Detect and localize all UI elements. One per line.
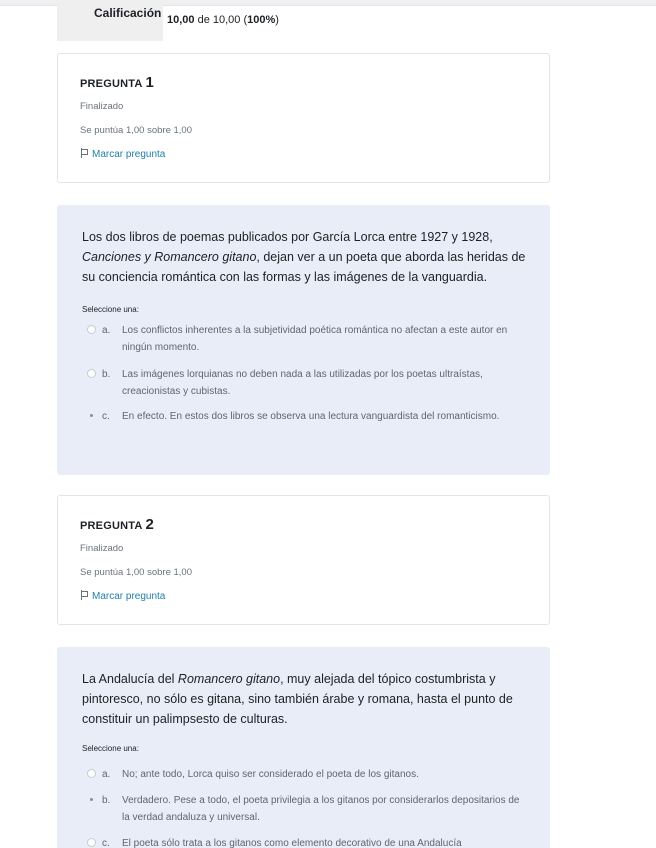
answer-text: El poeta sólo trata a los gitanos como elemento decorativo de una Andalucía [122, 838, 462, 848]
grade-mid: de 10,00 ( [194, 14, 248, 26]
answer-letter: a. [102, 325, 111, 336]
question-text-after: , dejan ver a un poeta que aborda las heridas de su conciencia romántica con las formas y las imágenes de la vanguardia. [82, 250, 526, 284]
radio-button-selected[interactable] [87, 795, 96, 804]
grade-summary-row [57, 0, 550, 41]
answer-letter: b. [102, 795, 111, 806]
answer-option-c[interactable] [87, 408, 527, 425]
question-text [82, 227, 532, 287]
answer-text: Los conflictos inherentes a la subjetividad poética romántica no afectan a este autor en ningún momento. [122, 325, 508, 353]
question-title-label: PREGUNTA [80, 78, 143, 90]
flag-question-label: Marcar pregunta [92, 591, 166, 602]
grade-end: ) [275, 14, 279, 26]
answer-letter: c. [102, 838, 110, 848]
question-2-title [80, 516, 154, 533]
flag-question-link[interactable] [80, 148, 165, 160]
question-grade: Se puntúa 1,00 sobre 1,00 [80, 125, 192, 136]
answer-option-a[interactable] [87, 766, 527, 783]
flag-question-link[interactable] [80, 590, 165, 602]
question-text-italic: Canciones y Romancero gitano [82, 250, 257, 264]
question-number: 1 [145, 74, 155, 91]
answer-prompt: Seleccione una: [82, 744, 139, 753]
question-1-info [57, 53, 550, 183]
grade-value [167, 14, 279, 26]
question-text-after: , muy alejada del tópico costumbrista y pintoresco, no sólo es gitana, sino también árabe y romana, hasta el punto de constituir un palimpsesto de culturas. [82, 672, 513, 726]
radio-button[interactable] [87, 325, 96, 334]
flag-icon [80, 148, 88, 158]
question-title-label: PREGUNTA [80, 520, 143, 532]
answer-letter: b. [102, 369, 111, 380]
answer-option-b[interactable] [87, 366, 527, 400]
question-2-info [57, 495, 550, 625]
grade-score: 10,00 [167, 14, 195, 26]
answer-text: No; ante todo, Lorca quiso ser considerado el poeta de los gitanos. [122, 769, 419, 780]
question-text-before: Los dos libros de poemas publicados por García Lorca entre 1927 y 1928, [82, 230, 493, 244]
question-number: 2 [145, 516, 155, 533]
question-grade: Se puntúa 1,00 sobre 1,00 [80, 567, 192, 578]
answer-letter: c. [102, 411, 110, 422]
answer-text: Las imágenes lorquianas no deben nada a las utilizadas por los poetas ultraístas, creacionistas y cubistas. [122, 369, 483, 397]
answer-option-c[interactable] [87, 835, 527, 848]
answer-text: En efecto. En estos dos libros se observa una lectura vanguardista del romanticismo. [122, 411, 500, 422]
radio-button[interactable] [87, 369, 96, 378]
answer-text: Verdadero. Pese a todo, el poeta privilegia a los gitanos por considerarlos depositarios de la verdad andaluza y universal. [122, 795, 520, 823]
question-2-content [57, 647, 550, 848]
question-text-before: La Andalucía del [82, 672, 178, 686]
question-1-title [80, 74, 154, 91]
answer-letter: a. [102, 769, 111, 780]
answer-prompt: Seleccione una: [82, 305, 139, 314]
radio-button-selected[interactable] [87, 411, 96, 420]
answer-option-b[interactable] [87, 792, 527, 826]
grade-label: Calificación [57, 0, 163, 41]
flag-icon [80, 590, 88, 600]
question-state: Finalizado [80, 101, 124, 112]
radio-button[interactable] [87, 838, 96, 847]
grade-percent: 100% [247, 14, 276, 26]
question-1-content [57, 205, 550, 475]
question-state: Finalizado [80, 543, 124, 554]
question-text [82, 669, 532, 729]
flag-question-label: Marcar pregunta [92, 149, 166, 160]
radio-button[interactable] [87, 769, 96, 778]
answer-option-a[interactable] [87, 322, 527, 356]
question-text-italic: Romancero gitano [177, 672, 281, 686]
